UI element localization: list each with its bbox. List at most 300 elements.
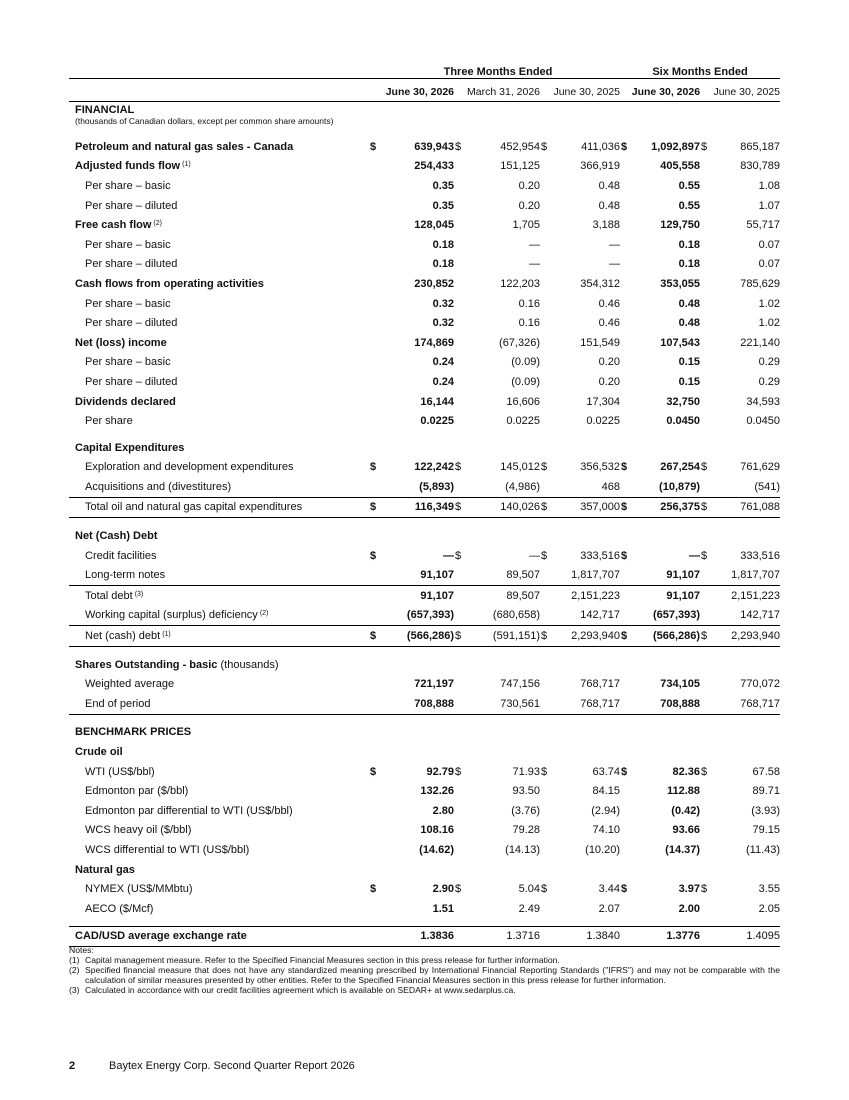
currency-symbol — [369, 313, 379, 333]
currency-symbol — [700, 353, 710, 373]
value-cell: 174,869 — [414, 336, 455, 349]
table-row — [69, 372, 780, 392]
debt-title: Net (Cash) Debt — [75, 530, 158, 543]
currency-symbol — [540, 196, 550, 216]
currency-symbol — [369, 235, 379, 255]
row-label-text: End of period — [85, 697, 151, 710]
table-row — [69, 353, 780, 373]
financial-title-row — [69, 102, 780, 138]
currency-symbol — [700, 235, 710, 255]
currency-symbol — [540, 176, 550, 196]
currency-symbol — [540, 565, 550, 585]
column-header: June 30, 2025 — [700, 79, 780, 102]
row-label-text: Per share – diluted — [85, 258, 178, 271]
row-label — [69, 926, 369, 947]
currency-symbol: $ — [541, 461, 548, 474]
value-cell: (0.09) — [511, 375, 541, 388]
currency-symbol — [540, 313, 550, 333]
spacer — [69, 646, 780, 655]
value-cell: 0.07 — [758, 258, 781, 271]
value-cell: 0.18 — [678, 258, 701, 271]
currency-symbol — [454, 294, 464, 314]
currency-symbol — [540, 333, 550, 353]
currency-symbol — [454, 392, 464, 412]
row-label-text: Total oil and natural gas capital expenditures — [85, 501, 303, 514]
value-cell: (591,151) — [464, 626, 540, 647]
currency-symbol — [369, 821, 379, 841]
currency-symbol — [540, 274, 550, 294]
value-cell: 67.58 — [752, 765, 781, 778]
value-cell: 122,242 — [414, 461, 455, 474]
row-label — [69, 546, 369, 566]
value-cell: (5,893) — [379, 477, 454, 497]
currency-symbol: $ — [370, 765, 377, 778]
value-cell: (566,286) — [630, 626, 700, 647]
currency-symbol: $ — [541, 765, 548, 778]
value-cell: — — [529, 258, 541, 271]
value-cell: 89.71 — [752, 785, 781, 798]
row-label-text: Per share – basic — [85, 179, 171, 192]
spacer — [69, 431, 780, 438]
currency-symbol — [620, 840, 630, 860]
value-cell: 129,750 — [660, 219, 701, 232]
row-label-text: Cash flows from operating activities — [75, 277, 264, 290]
currency-symbol: $ — [369, 497, 379, 518]
row-label — [69, 606, 369, 626]
row-label — [69, 674, 369, 694]
row-label-text: Net (cash) debt — [85, 630, 161, 643]
natural-gas-title-row — [69, 860, 780, 880]
currency-symbol: $ — [540, 497, 550, 518]
value-cell: 1.08 — [758, 179, 781, 192]
row-label — [69, 411, 369, 431]
currency-symbol: $ — [454, 497, 464, 518]
value-cell: 0.15 — [678, 356, 701, 369]
row-label-text: WTI (US$/bbl) — [85, 765, 155, 778]
row-label-text: Working capital (surplus) deficiency — [85, 609, 258, 622]
value-cell: 2.80 — [432, 804, 455, 817]
value-cell: 0.16 — [518, 297, 541, 310]
row-label-text: CAD/USD average exchange rate — [75, 930, 247, 943]
value-cell: 1.02 — [758, 297, 781, 310]
currency-symbol — [620, 372, 630, 392]
value-cell: 3.55 — [758, 883, 781, 896]
value-cell: 708,888 — [379, 694, 454, 714]
column-header: June 30, 2026 — [620, 79, 700, 102]
currency-symbol: $ — [621, 765, 628, 778]
value-cell: 2,151,223 — [731, 589, 781, 602]
currency-symbol — [700, 157, 710, 177]
table-row — [69, 313, 780, 333]
table-row — [69, 392, 780, 412]
value-cell: (3.76) — [511, 804, 541, 817]
row-label — [69, 458, 369, 478]
currency-symbol — [620, 235, 630, 255]
value-cell: 0.48 — [678, 297, 701, 310]
value-cell: 2,151,223 — [571, 589, 621, 602]
footnote-ref: (1) — [182, 161, 191, 169]
currency-symbol — [369, 477, 379, 497]
currency-symbol — [369, 899, 379, 919]
value-cell: (0.09) — [511, 356, 541, 369]
value-cell: 2,293,940 — [550, 626, 620, 647]
spacer — [69, 919, 780, 927]
table-row — [69, 694, 780, 714]
currency-symbol — [454, 674, 464, 694]
row-label — [69, 565, 369, 585]
value-cell: 0.24 — [432, 375, 455, 388]
financial-table — [69, 79, 780, 947]
footnote-ref: (2) — [153, 220, 162, 228]
value-cell: — — [443, 549, 455, 562]
currency-symbol: $ — [455, 461, 462, 474]
table-row — [69, 477, 780, 497]
value-cell: 91,107 — [420, 589, 455, 602]
value-cell: 0.18 — [432, 258, 455, 271]
currency-symbol — [620, 333, 630, 353]
currency-symbol: $ — [621, 140, 628, 153]
value-cell: 142,717 — [710, 606, 780, 626]
value-cell: 734,105 — [660, 678, 701, 691]
currency-symbol — [454, 899, 464, 919]
value-cell: 1.3716 — [464, 926, 540, 947]
currency-symbol — [540, 694, 550, 714]
currency-symbol: $ — [621, 461, 628, 474]
value-cell: 0.16 — [518, 317, 541, 330]
currency-symbol — [540, 840, 550, 860]
table-row — [69, 840, 780, 860]
currency-symbol — [620, 565, 630, 585]
spacer-row — [69, 919, 780, 927]
row-label — [69, 586, 369, 606]
currency-symbol — [620, 694, 630, 714]
notes-title: Notes: — [69, 945, 94, 955]
currency-symbol: $ — [701, 549, 708, 562]
table-row — [69, 781, 780, 801]
footnote-ref: (2) — [259, 610, 269, 618]
currency-symbol: $ — [701, 883, 708, 896]
currency-symbol — [620, 353, 630, 373]
currency-symbol — [369, 565, 379, 585]
row-label — [69, 353, 369, 373]
note-text: Capital management measure. Refer to the Specified Financial Measures section in this press release for further information. — [85, 955, 560, 965]
currency-symbol — [700, 801, 710, 821]
value-cell: 3,188 — [592, 219, 621, 232]
row-label — [69, 215, 369, 235]
currency-symbol — [454, 235, 464, 255]
value-cell: 0.32 — [432, 317, 455, 330]
row-label-text: Petroleum and natural gas sales - Canada — [75, 140, 294, 153]
value-cell: 0.0450 — [666, 415, 701, 428]
row-label — [69, 821, 369, 841]
currency-symbol — [620, 294, 630, 314]
currency-symbol — [454, 196, 464, 216]
value-cell: 366,919 — [580, 160, 621, 173]
note-number: (2) — [69, 965, 80, 975]
shares-title-row — [69, 655, 780, 675]
value-cell: 1,817,707 — [550, 565, 620, 585]
notes — [69, 945, 780, 995]
value-cell: (566,286) — [379, 626, 454, 647]
row-label-text: Weighted average — [85, 678, 175, 691]
value-cell: 230,852 — [414, 277, 455, 290]
value-cell: 2.05 — [758, 902, 781, 915]
value-cell: 74.10 — [592, 824, 621, 837]
currency-symbol — [540, 821, 550, 841]
debt-title-row — [69, 526, 780, 546]
value-cell: 0.20 — [518, 179, 541, 192]
row-label — [69, 176, 369, 196]
currency-symbol — [454, 840, 464, 860]
value-cell: 0.46 — [598, 317, 621, 330]
value-cell: 1.4095 — [710, 926, 780, 947]
row-label — [69, 157, 369, 177]
value-cell: 0.20 — [518, 199, 541, 212]
value-cell: 761,088 — [710, 497, 780, 518]
currency-symbol — [540, 899, 550, 919]
value-cell: 221,140 — [740, 336, 781, 349]
currency-symbol — [540, 926, 550, 947]
value-cell: 768,717 — [710, 694, 780, 714]
value-cell: 1.02 — [758, 317, 781, 330]
row-label-text: Per share – diluted — [85, 317, 178, 330]
table-row — [69, 586, 780, 606]
table-row — [69, 821, 780, 841]
currency-symbol — [540, 801, 550, 821]
value-cell: — — [529, 549, 541, 562]
currency-symbol — [540, 235, 550, 255]
value-cell: 82.36 — [672, 765, 701, 778]
value-cell: 0.20 — [598, 356, 621, 369]
value-cell: 108.16 — [420, 824, 455, 837]
row-label — [69, 294, 369, 314]
currency-symbol — [369, 926, 379, 947]
value-cell: 55,717 — [746, 219, 781, 232]
currency-symbol — [454, 565, 464, 585]
value-cell: 0.55 — [678, 199, 701, 212]
currency-symbol — [620, 313, 630, 333]
value-cell: 721,197 — [414, 678, 455, 691]
table-row — [69, 215, 780, 235]
value-cell: 16,606 — [506, 395, 541, 408]
currency-symbol: $ — [370, 549, 377, 562]
currency-symbol: $ — [454, 626, 464, 647]
currency-symbol: $ — [621, 883, 628, 896]
row-label-text: Net (loss) income — [75, 336, 167, 349]
currency-symbol — [454, 694, 464, 714]
crude-oil-title: Crude oil — [75, 746, 123, 759]
value-cell: 1.3776 — [630, 926, 700, 947]
table-row — [69, 137, 780, 157]
benchmark-title-row — [69, 723, 780, 743]
row-label-text: Adjusted funds flow — [75, 160, 181, 173]
currency-symbol — [369, 255, 379, 275]
value-cell: (14.37) — [665, 843, 701, 856]
currency-symbol — [454, 926, 464, 947]
currency-symbol — [620, 801, 630, 821]
currency-symbol: $ — [620, 626, 630, 647]
value-cell: (3.93) — [751, 804, 781, 817]
table-row — [69, 565, 780, 585]
table-row — [69, 762, 780, 782]
row-label-text: Edmonton par ($/bbl) — [85, 785, 189, 798]
currency-symbol — [620, 586, 630, 606]
value-cell: (657,393) — [630, 606, 700, 626]
currency-symbol — [620, 821, 630, 841]
row-label — [69, 497, 369, 518]
currency-symbol — [454, 313, 464, 333]
value-cell: 2.07 — [598, 902, 621, 915]
table-row — [69, 497, 780, 518]
spacer-row — [69, 431, 780, 438]
currency-symbol — [454, 801, 464, 821]
table-row — [69, 674, 780, 694]
currency-symbol: $ — [620, 497, 630, 518]
value-cell: 116,349 — [379, 497, 454, 518]
currency-symbol — [700, 781, 710, 801]
value-cell: 3.97 — [678, 883, 701, 896]
spacer — [69, 714, 780, 723]
currency-symbol — [369, 840, 379, 860]
currency-symbol — [454, 477, 464, 497]
row-label-text: WCS heavy oil ($/bbl) — [85, 824, 192, 837]
row-label-text: NYMEX (US$/MMbtu) — [85, 883, 193, 896]
table-row — [69, 546, 780, 566]
value-cell: 112.88 — [666, 785, 701, 798]
row-label — [69, 626, 369, 647]
value-cell: 71.93 — [512, 765, 541, 778]
spacer — [69, 518, 780, 527]
value-cell: 768,717 — [580, 678, 621, 691]
currency-symbol: $ — [455, 765, 462, 778]
value-cell: 770,072 — [740, 678, 781, 691]
currency-symbol — [454, 781, 464, 801]
currency-symbol — [454, 176, 464, 196]
value-cell: 256,375 — [630, 497, 700, 518]
currency-symbol — [700, 255, 710, 275]
value-cell: (0.42) — [671, 804, 701, 817]
currency-symbol — [454, 606, 464, 626]
row-label-text: AECO ($/Mcf) — [85, 902, 154, 915]
spacer-row — [69, 646, 780, 655]
currency-symbol — [620, 215, 630, 235]
currency-symbol — [454, 333, 464, 353]
table-row — [69, 235, 780, 255]
value-cell: 128,045 — [414, 219, 455, 232]
currency-symbol — [700, 926, 710, 947]
currency-symbol — [540, 392, 550, 412]
column-header: June 30, 2026 — [369, 79, 454, 102]
header-blank — [69, 79, 369, 102]
value-cell: 0.0225 — [506, 415, 541, 428]
value-cell: 0.18 — [432, 238, 455, 251]
currency-symbol — [369, 294, 379, 314]
currency-symbol — [454, 215, 464, 235]
value-cell: 0.20 — [598, 375, 621, 388]
table-row — [69, 879, 780, 899]
currency-symbol — [620, 411, 630, 431]
currency-symbol: $ — [455, 549, 462, 562]
value-cell: 356,532 — [580, 461, 621, 474]
row-label — [69, 762, 369, 782]
value-cell: 0.07 — [758, 238, 781, 251]
natural-gas-title: Natural gas — [75, 863, 135, 876]
currency-symbol: $ — [701, 461, 708, 474]
value-cell: 0.18 — [678, 238, 701, 251]
value-cell: 1,817,707 — [710, 565, 780, 585]
currency-symbol — [700, 372, 710, 392]
currency-symbol — [700, 411, 710, 431]
value-cell: 353,055 — [660, 277, 701, 290]
spacer-row — [69, 714, 780, 723]
six-months-header: Six Months Ended — [652, 66, 748, 78]
currency-symbol — [369, 411, 379, 431]
value-cell: 0.15 — [678, 375, 701, 388]
currency-symbol — [454, 821, 464, 841]
currency-symbol — [454, 157, 464, 177]
currency-symbol — [369, 586, 379, 606]
currency-symbol: $ — [621, 549, 628, 562]
row-label — [69, 694, 369, 714]
table-row — [69, 411, 780, 431]
value-cell: 93.50 — [512, 785, 541, 798]
row-label — [69, 781, 369, 801]
value-cell: (541) — [710, 477, 780, 497]
currency-symbol — [540, 255, 550, 275]
value-cell: 0.24 — [432, 356, 455, 369]
currency-symbol — [369, 176, 379, 196]
value-cell: 747,156 — [500, 678, 541, 691]
value-cell: 3.44 — [598, 883, 621, 896]
value-cell: 0.55 — [678, 179, 701, 192]
value-cell: 32,750 — [666, 395, 701, 408]
row-label-text: WCS differential to WTI (US$/bbl) — [85, 843, 250, 856]
value-cell: (10.20) — [585, 843, 621, 856]
value-cell: 145,012 — [500, 461, 541, 474]
value-cell: 0.0225 — [420, 415, 455, 428]
currency-symbol — [540, 477, 550, 497]
row-label-text: Free cash flow — [75, 219, 152, 232]
currency-symbol — [540, 674, 550, 694]
note-number: (1) — [69, 955, 80, 965]
currency-symbol — [369, 196, 379, 216]
column-header: June 30, 2025 — [540, 79, 620, 102]
note-item — [69, 985, 780, 995]
currency-symbol — [620, 899, 630, 919]
table-row — [69, 626, 780, 647]
value-cell: 107,543 — [660, 336, 701, 349]
value-cell: 91,107 — [666, 589, 701, 602]
row-label — [69, 840, 369, 860]
capex-title: Capital Expenditures — [75, 441, 185, 454]
value-cell: 91,107 — [379, 565, 454, 585]
row-label — [69, 899, 369, 919]
table-row — [69, 458, 780, 478]
table-row — [69, 255, 780, 275]
table-row — [69, 196, 780, 216]
value-cell: 785,629 — [740, 277, 781, 290]
value-cell: 17,304 — [586, 395, 621, 408]
currency-symbol — [620, 781, 630, 801]
currency-symbol — [454, 586, 464, 606]
value-cell: (657,393) — [379, 606, 454, 626]
three-months-header: Three Months Ended — [443, 66, 553, 78]
value-cell: 1,705 — [512, 219, 541, 232]
row-label-text: Per share – basic — [85, 356, 171, 369]
currency-symbol — [454, 372, 464, 392]
row-label-text: Dividends declared — [75, 395, 176, 408]
row-label-text: Per share – basic — [85, 238, 171, 251]
